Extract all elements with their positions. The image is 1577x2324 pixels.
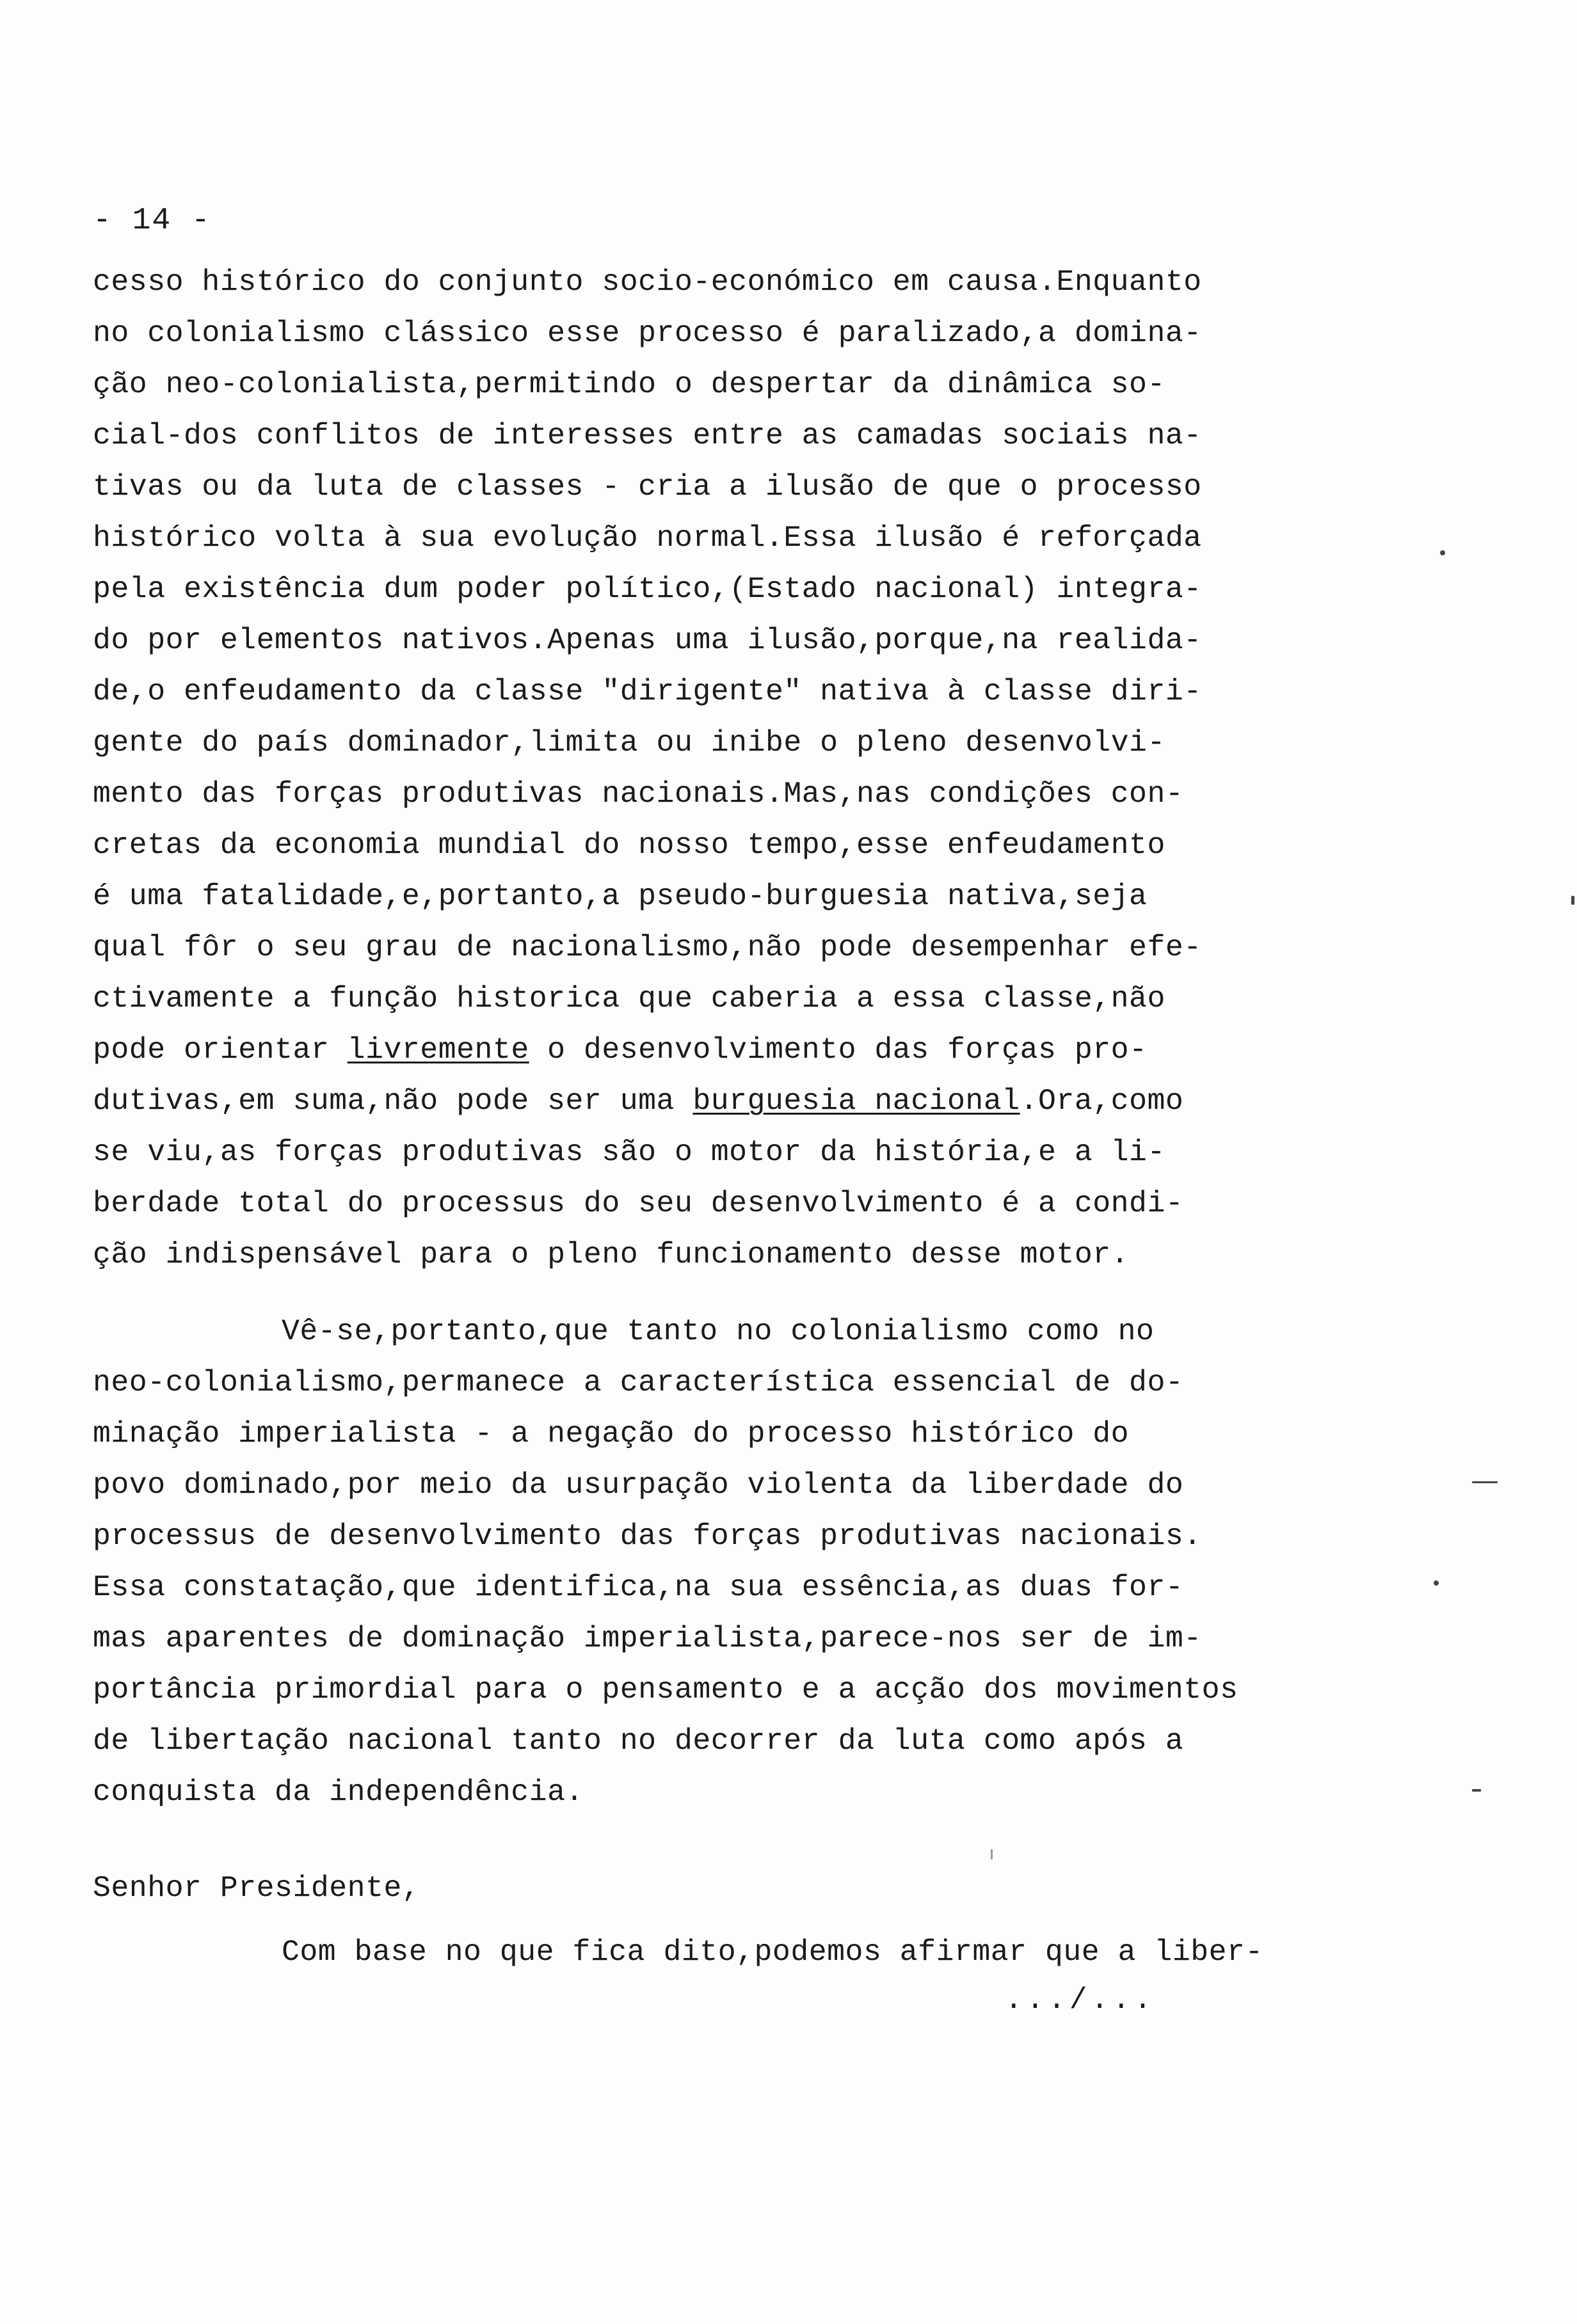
text-segment: .Ora,como [1020,1084,1184,1118]
text-line: mas aparentes de dominação imperialista,parece-nos ser de im- [93,1621,1202,1655]
text-line: tivas ou da luta de classes - cria a ilusão de que o processo [93,470,1202,504]
salutation: Senhor Presidente, [93,1871,420,1905]
text-line: cesso histórico do conjunto socio-económico em causa.Enquanto [93,265,1202,299]
text-line: portância primordial para o pensamento e a acção dos movimentos [93,1673,1238,1707]
underlined-phrase: burguesia nacional [692,1084,1020,1118]
text-line: neo-colonialismo,permanece a característica essencial de do- [93,1365,1184,1399]
page-number: - 14 - [93,203,211,238]
scan-speck [1472,1789,1481,1792]
text-line: no colonialismo clássico esse processo é paralizado,a domina- [93,316,1202,350]
text-line-indented: Vê-se,portanto,que tanto no colonialismo como no [282,1314,1155,1348]
scan-speck [991,1849,993,1859]
scan-speck [1440,550,1445,555]
scan-speck [1434,1580,1439,1586]
text-line: de libertação nacional tanto no decorrer da luta como após a [93,1724,1184,1758]
text-line-livremente [93,1035,1147,1065]
text-line: se viu,as forças produtivas são o motor da história,e a li- [93,1135,1165,1169]
text-line: de,o enfeudamento da classe "dirigente" nativa à classe diri- [93,674,1202,708]
text-line: pela existência dum poder político,(Estado nacional) integra- [93,572,1202,606]
text-line-burguesia [93,1086,1183,1117]
scan-speck [1472,1481,1498,1483]
text-segment: dutivas,em suma,não pode ser uma [93,1084,693,1118]
underlined-word: livremente [347,1033,529,1067]
text-line: povo dominado,por meio da usurpação violenta da liberdade do [93,1468,1184,1502]
text-line: ção neo-colonialista,permitindo o despertar da dinâmica so- [93,367,1165,401]
text-line: histórico volta à sua evolução normal.Essa ilusão é reforçada [93,521,1202,555]
scan-speck [1571,896,1574,905]
text-line: conquista da independência. [93,1775,584,1809]
text-line: qual fôr o seu grau de nacionalismo,não pode desempenhar efe- [93,930,1202,964]
text-line: ctivamente a função historica que caberia a essa classe,não [93,982,1165,1015]
text-line: ção indispensável para o pleno funcionamento desse motor. [93,1238,1130,1271]
text-segment: o desenvolvimento das forças pro- [529,1033,1148,1067]
text-line-indented: Com base no que fica dito,podemos afirmar que a liber- [282,1935,1263,1969]
text-line: cial-dos conflitos de interesses entre as camadas sociais na- [93,418,1202,452]
continuation-mark: .../... [1005,1984,1156,2017]
text-line: minação imperialista - a negação do processo histórico do [93,1417,1130,1451]
text-line: berdade total do processus do seu desenvolvimento é a condi- [93,1186,1184,1220]
text-line: é uma fatalidade,e,portanto,a pseudo-burguesia nativa,seja [93,879,1148,913]
text-line: do por elementos nativos.Apenas uma ilusão,porque,na realida- [93,623,1202,657]
text-line: gente do país dominador,limita ou inibe o pleno desenvolvi- [93,726,1165,760]
text-line: Essa constatação,que identifica,na sua essência,as duas for- [93,1570,1184,1604]
text-line: mento das forças produtivas nacionais.Mas,nas condições con- [93,777,1184,811]
text-line: cretas da economia mundial do nosso tempo,esse enfeudamento [93,828,1165,862]
text-line: processus de desenvolvimento das forças produtivas nacionais. [93,1519,1202,1553]
text-segment: pode orientar [93,1033,348,1067]
